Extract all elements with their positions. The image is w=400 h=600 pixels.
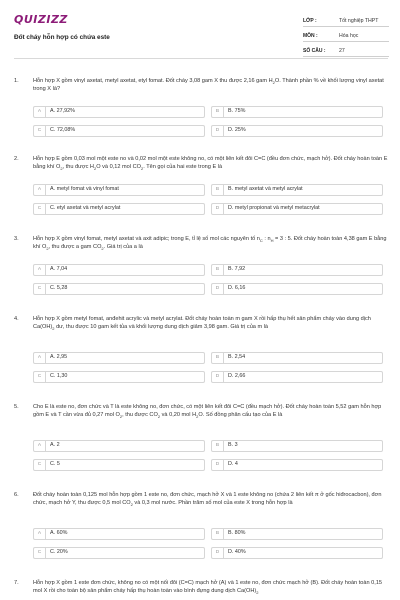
option-key: B bbox=[212, 265, 224, 276]
meta-value: Hóa học bbox=[339, 32, 359, 39]
options bbox=[33, 352, 383, 390]
option-text: B. metyl axetat và metyl acrylat bbox=[228, 186, 303, 193]
question-text: Hỗn hợp X gồm vinyl axetat, metyl axetat, etyl fomat. Đốt cháy 3,08 gam X thu được 2,16 gam $H_2O$. Thành phần % về khối lượng vinyl axetat trong X là? bbox=[33, 78, 384, 92]
option-text: D. 40% bbox=[228, 549, 246, 556]
option-b[interactable] bbox=[211, 264, 383, 276]
options bbox=[33, 528, 383, 566]
option-d[interactable] bbox=[211, 283, 383, 295]
option-a[interactable] bbox=[33, 184, 205, 196]
question-text: Hỗn hợp X gồm 1 este đơn chức, không no có một nối đôi (C=C) mạch hở (A) và 1 este no, đơn chức mạch hở (B). Đốt cháy hoàn toàn 0,15 mol X rồi cho toàn bộ sản phẩm cháy hấp thụ hoàn toàn vào bình đựng dung dịch $Ca(OH)_2$ bbox=[33, 580, 383, 595]
question-text: Hỗn hợp X gồm vinyl fomat, metyl axetat và axit adipic; trong E, tỉ lệ số mol các nguyên tố $n_C$ : $n_H = 3$ : 5. Đốt cháy hoàn toàn 4,38 gam E bằng khí $O_2$, thu được a gam $CO_2$. Giá trị của a là bbox=[33, 236, 387, 251]
options bbox=[33, 184, 383, 222]
meta-label: LỚP : bbox=[303, 18, 317, 25]
option-key: D bbox=[212, 372, 224, 383]
question-text: Cho E là este no, đơn chức và T là este không no, đơn chức, có một liên kết đôi C=C (đều mạch hở). Đốt cháy hoàn toàn 5,52 gam hỗn hợp gồm E và T cần vừa đủ 0,27 mol $O_2$, thu được $CO_2$ và 0,20 mol $H_2O$. Số đồng phân cấu tạo của E là bbox=[33, 404, 382, 419]
question-number: 6. bbox=[14, 492, 19, 498]
option-b[interactable] bbox=[211, 106, 383, 118]
question-number: 2. bbox=[14, 156, 19, 162]
options bbox=[33, 264, 383, 302]
question-number: 3. bbox=[14, 236, 19, 242]
option-text: D. 4 bbox=[228, 461, 238, 468]
meta-label: MÔN : bbox=[303, 33, 318, 40]
option-text: A. 2,95 bbox=[50, 354, 68, 361]
option-a[interactable] bbox=[33, 528, 205, 540]
option-text: B. 7,92 bbox=[228, 266, 246, 273]
meta-value: Tốt nghiệp THPT bbox=[339, 17, 379, 24]
option-text: C. 20% bbox=[50, 549, 68, 556]
option-key: B bbox=[212, 353, 224, 364]
options bbox=[33, 440, 383, 478]
option-key: D bbox=[212, 126, 224, 137]
option-d[interactable] bbox=[211, 547, 383, 559]
option-key: B bbox=[212, 529, 224, 540]
option-d[interactable] bbox=[211, 125, 383, 137]
option-c[interactable] bbox=[33, 459, 205, 471]
option-a[interactable] bbox=[33, 106, 205, 118]
meta-panel bbox=[303, 16, 389, 61]
page-title: Đốt cháy hỗn hợp có chứa este bbox=[14, 34, 110, 41]
meta-value: 27 bbox=[339, 47, 345, 54]
option-b[interactable] bbox=[211, 352, 383, 364]
option-key: B bbox=[212, 107, 224, 118]
option-a[interactable] bbox=[33, 440, 205, 452]
meta-row-class bbox=[303, 16, 389, 27]
option-text: A. metyl fomat và vinyl fomat bbox=[50, 186, 119, 193]
option-key: A bbox=[34, 441, 46, 452]
option-text: A. 7,04 bbox=[50, 266, 68, 273]
option-key: C bbox=[34, 126, 46, 137]
option-key: B bbox=[212, 185, 224, 196]
option-key: C bbox=[34, 548, 46, 559]
option-c[interactable] bbox=[33, 283, 205, 295]
option-key: A bbox=[34, 529, 46, 540]
option-key: A bbox=[34, 185, 46, 196]
option-a[interactable] bbox=[33, 352, 205, 364]
option-key: B bbox=[212, 441, 224, 452]
quizizz-logo: QUIZIZZ bbox=[14, 13, 68, 26]
option-text: A. 27,92% bbox=[50, 108, 75, 115]
option-text: D. 6,16 bbox=[228, 285, 246, 292]
option-text: B. 3 bbox=[228, 442, 238, 449]
option-c[interactable] bbox=[33, 125, 205, 137]
option-text: C. 5 bbox=[50, 461, 60, 468]
option-text: D. 2,66 bbox=[228, 373, 246, 380]
option-d[interactable] bbox=[211, 371, 383, 383]
question-text: Hỗn hợp X gồm metyl fomat, anđehit acrylic và metyl acrylat. Đốt cháy hoàn toàn m gam X rồi hấp thụ hết sản phẩm cháy vào dung dịch $Ca(OH)_2$ dư, thu được 10 gam kết tủa và khối lượng dung dịch giảm 3,98 gam. Giá trị của m là bbox=[33, 316, 371, 331]
question-number: 1. bbox=[14, 78, 19, 84]
option-text: B. 80% bbox=[228, 530, 246, 537]
header bbox=[0, 0, 400, 62]
option-key: C bbox=[34, 284, 46, 295]
option-a[interactable] bbox=[33, 264, 205, 276]
option-text: B. 2,54 bbox=[228, 354, 246, 361]
option-b[interactable] bbox=[211, 440, 383, 452]
option-text: C. 5,28 bbox=[50, 285, 68, 292]
option-key: D bbox=[212, 284, 224, 295]
option-text: A. 2 bbox=[50, 442, 60, 449]
option-b[interactable] bbox=[211, 184, 383, 196]
question-number: 7. bbox=[14, 580, 19, 586]
question-text: Hỗn hợp E gồm 0,03 mol một este no và 0,02 mol một este không no, có một liên kết đôi C=C (đều đơn chức, mạch hở). Đốt cháy hoàn toàn E bằng khí $O_2$, thu được $H_2O$ và 0,12 mol $CO_2$. Tên gọi của hai este trong E là bbox=[33, 156, 388, 171]
question-number: 5. bbox=[14, 404, 19, 410]
option-c[interactable] bbox=[33, 203, 205, 215]
option-key: A bbox=[34, 353, 46, 364]
option-text: C. 1,30 bbox=[50, 373, 68, 380]
option-key: D bbox=[212, 460, 224, 471]
option-c[interactable] bbox=[33, 547, 205, 559]
option-key: C bbox=[34, 204, 46, 215]
option-key: C bbox=[34, 372, 46, 383]
meta-row-subject bbox=[303, 31, 389, 42]
option-text: A. 60% bbox=[50, 530, 68, 537]
option-key: D bbox=[212, 204, 224, 215]
option-text: B. 75% bbox=[228, 108, 246, 115]
option-d[interactable] bbox=[211, 203, 383, 215]
options bbox=[33, 106, 383, 144]
option-key: A bbox=[34, 265, 46, 276]
option-key: C bbox=[34, 460, 46, 471]
option-text: D. 25% bbox=[228, 127, 246, 134]
option-text: C. etyl axetat và metyl acrylat bbox=[50, 205, 121, 212]
option-d[interactable] bbox=[211, 459, 383, 471]
option-key: A bbox=[34, 107, 46, 118]
option-text: D. metyl propionat và metyl metacrylat bbox=[228, 205, 320, 212]
option-c[interactable] bbox=[33, 371, 205, 383]
option-text: C. 72,08% bbox=[50, 127, 76, 134]
question-number: 4. bbox=[14, 316, 19, 322]
meta-row-count bbox=[303, 46, 389, 57]
meta-label: SỐ CÂU : bbox=[303, 48, 326, 55]
option-b[interactable] bbox=[211, 528, 383, 540]
question-text: Đốt cháy hoàn toàn 0,125 mol hỗn hợp gồm 1 este no, đơn chức, mạch hở X và 1 este không no (chứa 2 liên kết π ở gốc hiđrocacbon), đơn chức, mạch hở Y, thu được 0,5 mol $CO_2$ và 0,3 mol nước. Phần trăm số mol của este X trong hỗn hợp là bbox=[33, 492, 382, 507]
option-key: D bbox=[212, 548, 224, 559]
header-divider bbox=[14, 58, 388, 59]
